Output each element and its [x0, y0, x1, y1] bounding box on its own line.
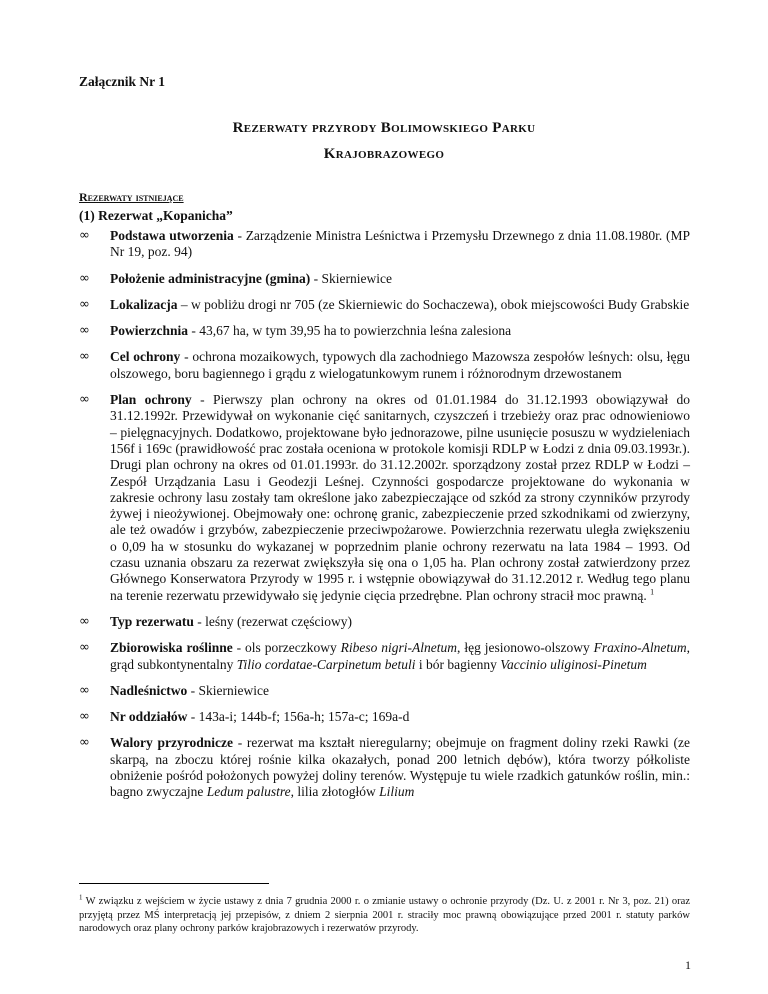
item-text: – w pobliżu drogi nr 705 (ze Skierniewic do Sochaczewa), obok miejscowości Budy Grabskie	[177, 296, 690, 312]
list-item	[79, 297, 690, 313]
item-label: Położenie administracyjne (gmina)	[110, 270, 311, 286]
latin-name: Ledum palustre	[206, 784, 291, 800]
footnote-marker: 1	[79, 893, 83, 902]
page-title	[79, 115, 689, 167]
bullet-icon: ∞	[79, 349, 90, 365]
item-text: i bór bagienny	[415, 656, 501, 672]
list-item	[79, 323, 690, 339]
footnote	[79, 895, 690, 936]
title-line-2: Krajobrazowego	[323, 146, 445, 162]
bullet-icon: ∞	[79, 392, 90, 408]
latin-name: Tilio cordatae-Carpinetum betuli	[236, 656, 416, 672]
annex-label: Załącznik Nr 1	[79, 74, 166, 89]
latin-name: Fraxino-Alnetum	[593, 640, 687, 656]
item-text: - Pierwszy plan ochrony na okres od 01.01.1984 do 31.12.1993 obowiązywał do 31.12.1992r. Przewidywał on wykonanie cięć sanitarnych, czyszczeń i trzebieży oraz prac odnowieniowo – pielęgnacyjnych. Dodatkowo, projektowane było jednorazowe, pilne usunięcie posuszu w wydzieleniach 156f i 169c (prawidłowość prac została oceniona w protokole komisji RDLP w Łodzi z dnia 09.03.1993r.). Drugi plan ochrony na okres od 01.01.1993r. do 31.12.2002r. sporządzony został przez RDLP w Łodzi – Zespół Urządzania Lasu i Geodezji Leśnej. Czynności gospodarcze projektowane do wykonania w zakresie ochrony lasu zostały tam określone jako zabezpieczające od szkód za strony czynników przyrody żywej i nieożywionej. Obejmowały one: ochronę granic, zabezpieczenie przed szkodnikami od zwierzyny, ale też owadów i grzybów, zabezpieczenie przeciwpożarowe. Powierzchnia rezerwatu uległa zwiększeniu o 0,09 ha w stosunku do wykazanej w poprzednim planie ochrony rezerwatu na lata 1984 – 1993. Od czasu uznania obszaru za rezerwat zwiększyła się ona o 1,05 ha. Plan ochrony został zatwierdzony przez Głównego Konserwatora Przyrody w 1995 r. i wstępnie obowiązywał do 31.12.2012 r. Według tego planu na terenie rezerwatu przewidywało się jedynie cięcia przedrębne. Plan ochrony stracił moc prawną.	[110, 392, 690, 603]
item-label: Walory przyrodnicze	[110, 735, 233, 751]
latin-name: Ribeso nigri-Alnetum	[340, 640, 458, 656]
item-text: , łęg jesionowo-olszowy	[457, 640, 594, 656]
list-item	[79, 683, 690, 699]
list-item	[79, 709, 690, 725]
bullet-icon: ∞	[79, 270, 90, 286]
list-item	[79, 735, 690, 800]
bullet-icon: ∞	[79, 682, 90, 698]
footnote-reference[interactable]: 1	[650, 587, 655, 597]
item-text: - leśny (rezerwat częściowy)	[193, 613, 353, 629]
item-label: Nadleśnictwo	[110, 682, 188, 698]
list-item	[79, 392, 690, 604]
item-text: , grąd subkontynentalny	[110, 640, 691, 672]
item-text: - 143a-i; 144b-f; 156a-h; 157a-c; 169a-d	[187, 709, 410, 725]
item-label: Plan ochrony	[110, 392, 192, 408]
item-text: - ochrona mozaikowych, typowych dla zachodniego Mazowsza zespołów leśnych: olsu, łęgu olszowego, boru bagiennego i grądu z wielogatunkowym runem i różnorodnym drzewostanem	[110, 349, 691, 381]
bullet-icon: ∞	[79, 709, 90, 725]
item-label: Nr oddziałów	[110, 709, 188, 725]
list-item	[79, 271, 690, 287]
item-label: Typ rezerwatu	[110, 613, 194, 629]
item-label: Podstawa utworzenia	[110, 228, 234, 243]
item-text: - Zarządzenie Ministra Leśnictwa i Przemysłu Drzewnego z dnia 11.08.1980r. (MP Nr 19, poz. 94)	[110, 228, 690, 260]
bullet-icon: ∞	[79, 735, 90, 751]
footnote-divider	[79, 883, 269, 884]
latin-name: Lilium	[379, 784, 415, 800]
list-item	[79, 614, 690, 630]
bullet-icon: ∞	[79, 296, 90, 312]
item-text: , lilia złotogłów	[290, 784, 380, 800]
item-text: - ols porzeczkowy	[232, 640, 341, 656]
reserve-details-list	[79, 228, 690, 811]
list-item	[79, 228, 690, 261]
reserve-heading: (1) Rezerwat „Kopanicha”	[79, 208, 233, 223]
latin-name: Vaccinio uliginosi-Pinetum	[500, 656, 647, 672]
footnote-text: W związku z wejściem w życie ustawy z dnia 7 grudnia 2000 r. o zmianie ustawy o ochronie przyrody (Dz. U. z 2001 r. Nr 3, poz. 21) oraz przyjętą przez MŚ interpretacją jej przepisów, z dniem 2 sierpnia 2001 r. straciły moc prawną obowiązujące przed 2001 r. statuty parków narodowych oraz plany ochrony parków krajobrazowych i rezerwatów przyrody.	[79, 896, 690, 935]
item-text: - Skierniewice	[310, 270, 392, 286]
bullet-icon: ∞	[79, 228, 90, 243]
section-heading: Rezerwaty istniejące	[79, 190, 184, 204]
bullet-icon: ∞	[79, 640, 90, 656]
item-label: Zbiorowiska roślinne	[110, 640, 233, 656]
page-number: 1	[685, 958, 691, 972]
bullet-icon: ∞	[79, 323, 90, 339]
item-label: Powierzchnia	[110, 323, 188, 339]
bullet-icon: ∞	[79, 613, 90, 629]
item-label: Lokalizacja	[110, 296, 178, 312]
item-text: - Skierniewice	[187, 682, 269, 698]
item-text: - rezerwat ma kształt nieregularny; obejmuje on fragment doliny rzeki Rawki (ze skarpą, na zboczu której rośnie kilka okazałych, ponad 200 letnich dębów), która tworzy półkoliste obniżenie pośród położonych powyżej doliny terenów. Występuje tu wiele rzadkich gatunków roślin, min.: bagno zwyczajne	[110, 735, 691, 800]
item-label: Cel ochrony	[110, 349, 181, 365]
list-item	[79, 349, 690, 382]
list-item	[79, 640, 690, 673]
item-text: - 43,67 ha, w tym 39,95 ha to powierzchnia leśna zalesiona	[187, 323, 512, 339]
title-line-1: Rezerwaty przyrody Bolimowskiego Parku	[232, 120, 536, 136]
